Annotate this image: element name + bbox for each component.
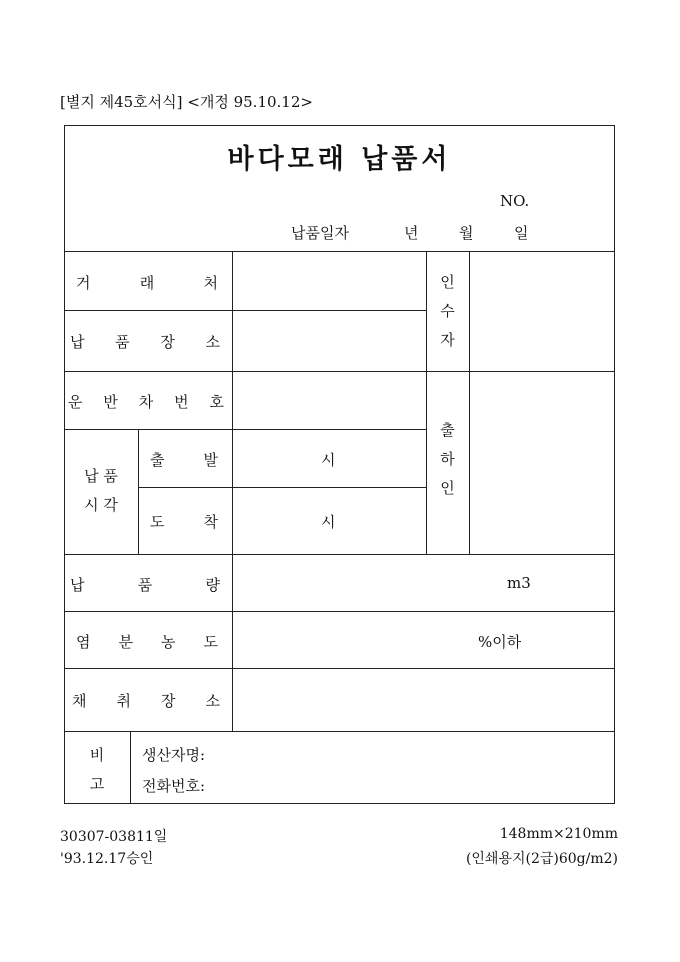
form-code: 30307-03811일	[60, 829, 168, 845]
customer-label-char: 래	[139, 274, 155, 292]
delivery-place-label-char: 소	[205, 333, 220, 351]
remarks-label	[64, 744, 130, 794]
receiver-signature-field[interactable]	[470, 252, 614, 371]
quantity-field[interactable]	[233, 555, 614, 611]
departure-label-char: 출	[150, 451, 165, 469]
form-border-bottom	[64, 803, 615, 804]
shipper-label-char: 인	[440, 479, 455, 497]
receiver-label-char: 인	[440, 273, 455, 291]
remarks-label-char: 비	[89, 746, 105, 764]
arrival-label-char: 도	[150, 513, 165, 531]
producer-name-field[interactable]	[222, 738, 602, 766]
arrival-label-char: 착	[203, 513, 218, 531]
approval-date: '93.12.17승인	[60, 851, 154, 867]
delivery-place-field[interactable]	[233, 311, 426, 371]
delivery-place-label-char: 품	[115, 333, 130, 351]
form-border-top	[64, 125, 615, 126]
arrival-hour-unit: 시	[321, 513, 336, 531]
rule-time-subcolumn	[138, 429, 139, 555]
form-title: 바다모래 납품서	[227, 144, 452, 175]
delivery-date-year: 년	[404, 224, 419, 242]
quantity-unit: m3	[507, 574, 531, 592]
vehicle-number-label-char: 운	[68, 393, 83, 411]
delivery-date-label: 납품일자	[291, 224, 349, 242]
departure-label	[150, 449, 218, 470]
vehicle-number-field[interactable]	[233, 372, 426, 429]
quantity-label-char: 품	[137, 576, 153, 594]
receiver-label-char: 자	[440, 331, 455, 349]
shipper-signature-field[interactable]	[470, 372, 614, 554]
customer-field[interactable]	[233, 252, 426, 310]
vehicle-number-label-char: 차	[138, 393, 154, 411]
paper-size: 148mm×210mm	[499, 826, 618, 842]
extraction-place-field[interactable]	[233, 669, 614, 731]
salinity-label-char: 염	[76, 633, 91, 651]
vehicle-number-label-char: 번	[174, 393, 189, 411]
producer-name-label: 생산자명:	[142, 746, 206, 764]
rule-remarks-column	[130, 731, 131, 804]
paper-spec: (인쇄용지(2급)60g/m2)	[465, 851, 618, 867]
customer-label	[76, 272, 218, 293]
delivery-time-label	[64, 465, 138, 515]
vehicle-number-label	[68, 391, 224, 412]
rule-extraction-bottom	[64, 731, 615, 732]
departure-label-char: 발	[203, 451, 218, 469]
quantity-label-char: 량	[205, 576, 220, 594]
salinity-label-char: 분	[118, 633, 133, 651]
delivery-place-label-char: 납	[70, 333, 85, 351]
delivery-place-label-char: 장	[160, 333, 175, 351]
form-border-right	[614, 125, 615, 804]
phone-number-field[interactable]	[222, 769, 602, 797]
vehicle-number-label-char: 호	[209, 393, 224, 411]
shipper-label	[426, 419, 469, 498]
form-number-note: [별지 제45호서식] <개정 95.10.12>	[60, 93, 313, 111]
customer-label-char: 거	[76, 274, 91, 292]
delivery-place-label	[70, 331, 220, 352]
shipper-label-char: 하	[440, 450, 455, 468]
salinity-label-char: 농	[161, 633, 176, 651]
serial-number-label: NO.	[500, 192, 530, 210]
departure-hour-unit: 시	[321, 451, 336, 469]
delivery-time-label-line: 납 품	[84, 467, 118, 485]
quantity-label	[70, 574, 220, 595]
phone-number-label: 전화번호:	[142, 777, 206, 795]
customer-label-char: 처	[203, 274, 218, 292]
salinity-unit: %이하	[478, 633, 522, 651]
delivery-date-day: 일	[514, 224, 529, 242]
salinity-label-char: 도	[203, 633, 218, 651]
receiver-label	[426, 271, 469, 350]
extraction-place-label-char: 장	[161, 692, 176, 710]
extraction-place-label-char: 취	[116, 692, 131, 710]
extraction-place-label-char: 소	[205, 692, 220, 710]
extraction-place-label	[72, 690, 220, 711]
extraction-place-label-char: 채	[72, 692, 87, 710]
salinity-field[interactable]	[233, 612, 614, 668]
arrival-label	[150, 511, 218, 532]
delivery-date-month: 월	[459, 224, 474, 242]
remarks-label-char: 고	[89, 775, 105, 793]
quantity-label-char: 납	[70, 576, 85, 594]
vehicle-number-label-char: 반	[103, 393, 118, 411]
delivery-time-label-line: 시 각	[84, 496, 118, 514]
receiver-label-char: 수	[440, 302, 455, 320]
salinity-label	[76, 631, 218, 652]
shipper-label-char: 출	[440, 421, 455, 439]
